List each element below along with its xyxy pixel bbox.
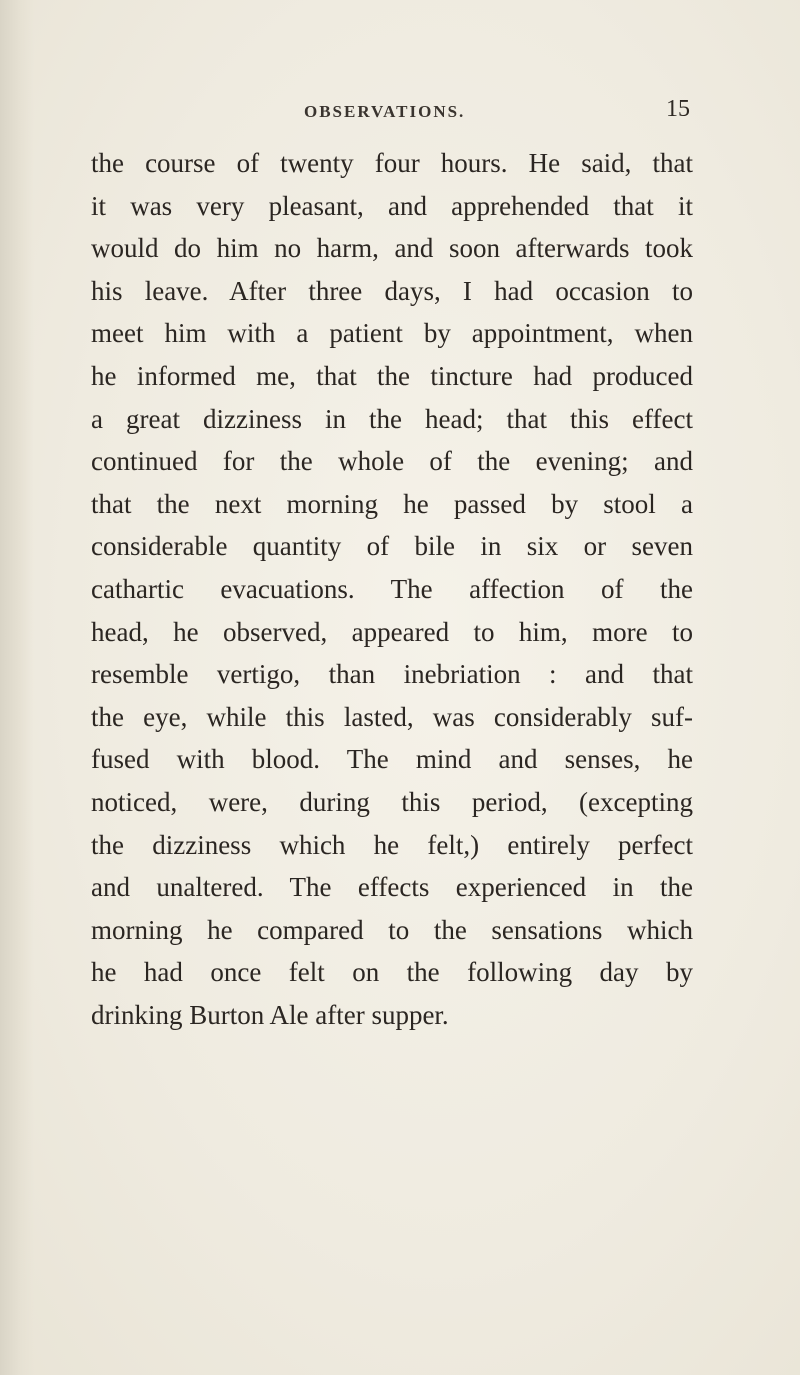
text-line: drinking Burton Ale after supper.	[91, 999, 449, 1030]
text-line: it was very pleasant, and apprehended that it	[91, 190, 693, 221]
text-line: morning he compared to the sensations which	[91, 914, 693, 945]
text-line: the eye, while this lasted, was considerably suf-	[91, 701, 693, 732]
text-line: considerable quantity of bile in six or seven	[91, 531, 693, 562]
text-line: noticed, were, during this period, (excepting	[91, 786, 693, 817]
text-line: fused with blood. The mind and senses, he	[91, 744, 693, 775]
text-line: he informed me, that the tincture had produced	[91, 360, 693, 391]
text-line: that the next morning he passed by stool a	[91, 488, 693, 519]
body-text	[91, 142, 693, 1036]
text-line: a great dizziness in the head; that this effect	[91, 403, 693, 434]
text-line: and unaltered. The effects experienced in the	[91, 872, 693, 903]
text-line: the dizziness which he felt,) entirely perfect	[91, 829, 693, 860]
text-line: his leave. After three days, I had occasion to	[91, 275, 693, 306]
page-gutter-shadow	[0, 0, 34, 1375]
running-head: OBSERVATIONS.	[304, 102, 466, 121]
text-line: meet him with a patient by appointment, when	[91, 318, 693, 349]
page-header	[92, 96, 690, 130]
text-line: cathartic evacuations. The affection of the	[91, 573, 693, 604]
text-line: head, he observed, appeared to him, more to	[91, 616, 693, 647]
text-line: would do him no harm, and soon afterwards took	[91, 233, 693, 264]
text-line: the course of twenty four hours. He said, that	[91, 148, 693, 178]
text-line: he had once felt on the following day by	[91, 957, 693, 988]
page-number: 15	[666, 96, 690, 122]
text-line: resemble vertigo, than inebriation : and that	[91, 659, 693, 690]
text-line: continued for the whole of the evening; and	[91, 446, 693, 477]
